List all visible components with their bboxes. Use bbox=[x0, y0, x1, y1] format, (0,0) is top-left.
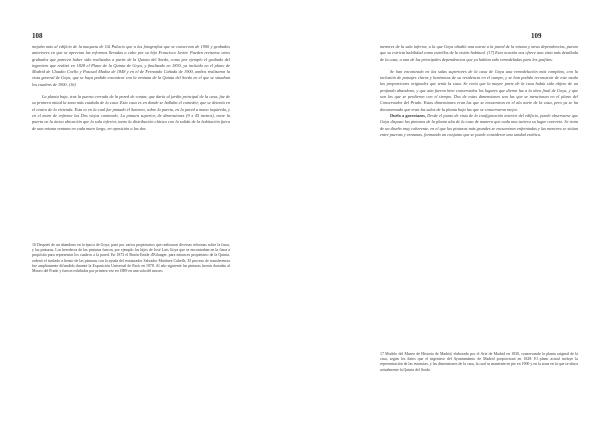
paragraph: La planta baja, tras la puerta cerrada de la pared de contar, que daría al jardín principal de la casa, fue de su primera mitad la zona más cuidada de la casa. Esta casa es en donde se hallaba el comedor, que se detenía en el centro de la vivienda. Esta es en la cual fue pintado el Saturno, sobre la puerta, en la pared a mano izquierda, y en el muro de enfrente las Dos viejas comiendo. La pintura superior, de dimensiones (9 x 45 metros), entre la puerta en la única ubicación que la sala inferior, tanto la distribución clásica con la salida de la habitación fuera de una misma ventana en cada muro largo, en oposición a las dos bbox=[32, 94, 230, 131]
footnote: 16 Después de un abandono en la época de Goya, pasó por varios propietarios que realizaron diversas reformas sobre la finca, y las pinturas. Los herederos de las pinturas fueron, por ejemplo los hijos de José Luis Goya que se encontraban en la finca a propósito para representar los cuadros a la pared. En 1873 el Barón Emile d'Erlanger, para entonces propietario de la Quinta, ordenó el traslado a lienzo de las pinturas con la ayuda del restaurador Salvador Martínez Cubells. El proceso de transferencia fue ampliamente difundido durante la Exposición Universal de París en 1878. Al año siguiente las pinturas fueron donadas al Museo del Prado y fueron exhibidas por primera vez en 1889 en una sala del museo. bbox=[32, 243, 230, 274]
bold-phrase: Duelo a garrotazos, bbox=[390, 112, 426, 118]
right-page bbox=[300, 0, 600, 424]
page-number: 108 bbox=[32, 32, 43, 40]
paragraph: menores de la sala inferior, a la que Goya añadió una nueva a la pared de la misma y otras dependencias, puesto que su estricta habilidad como estrellas de la visión habitual. (17) Esta ocasión nos ofrece una vista más detallada de la casa, a una de las principales dependencias que ya habían sido remodeladas para los grafitos. bbox=[380, 44, 578, 62]
paragraph: mejaba más al edificio de la maqueta de Gil Palacio que a las fotografías que se conservan de 1900 y grabados anteriores en que se aprecian las reformas llevadas a cabo por su hijo Francisco Javier. Pueden revisarse otros grabados que parecen haber sido realizados a partir de la Quinta del Sordo, como por ejemplo el grabado del ingeniero que realizó en 1828 el Plano de la Quinta de Goya, y finalizado en 1830, ya incluido en el plano de Madrid de Claudio Coello y Pascual Madoz de 1848 y en el de Fernando Cañada de 1900, ambos realizaron la vista general de Goya, que se haya podido encontrar con la ventana de la Quinta del Sordo en el que se situaban los cuadros de 1900. (16) bbox=[32, 44, 230, 87]
paragraph: Se han encontrado en las salas superiores de la casa de Goya una remodelación más completa, con la inclusión de paisajes claros y luminosos de su residencia en el campo, y se han podido reconstruir de este modo las proporciones originales que tenía la casa. Se creía que la mayor parte de la casa había sido objeto de un profundo abandono, y que aún fueron bien conservados los lugares que dieron luz a la obra final de Goya, y que son los que se perdieron con el tiempo. Dos de estas dimensiones son las que se mencionan en el plano del Conservador del Prado. Estas dimensiones eran las que se encuentran en el ala norte de la casa, pero ya se ha documentado que eran las salas de la planta baja las que se conservaron mejor. bbox=[380, 68, 578, 112]
body-text bbox=[32, 44, 230, 132]
paragraph bbox=[380, 113, 578, 138]
footnotes bbox=[380, 352, 578, 373]
footnote: 17 Modelo del Museo de Historia de Madrid, elaborado por el Arte de Madrid en 1830, conservando la planta original de la casa, según los datos que el ingeniero del Ayuntamiento de Madrid proporcionó en 1828. El plano actual incluye la representación de las estancias, y las dimensiones de la casa, la cual se mantenía en pie en 1900 y en la zona en la que se ubica actualmente la Quinta del Sordo. bbox=[380, 352, 578, 372]
page-number: 109 bbox=[531, 32, 542, 40]
footnotes bbox=[32, 243, 230, 274]
body-text bbox=[380, 44, 578, 138]
paragraph-text: Desde el punto de vista de la configuración interior del edificio, puede observarse que Goya dispuso las pinturas de la planta alta de la casa de manera que cada una tuviera su lugar concreto. Se trata de un diseño muy coherente, en el que las pinturas más grandes se encuentran enfrentadas y las menores se sitúan entre puertas y ventanas, formando un conjunto que se puede considerar una unidad estética. bbox=[380, 112, 578, 137]
